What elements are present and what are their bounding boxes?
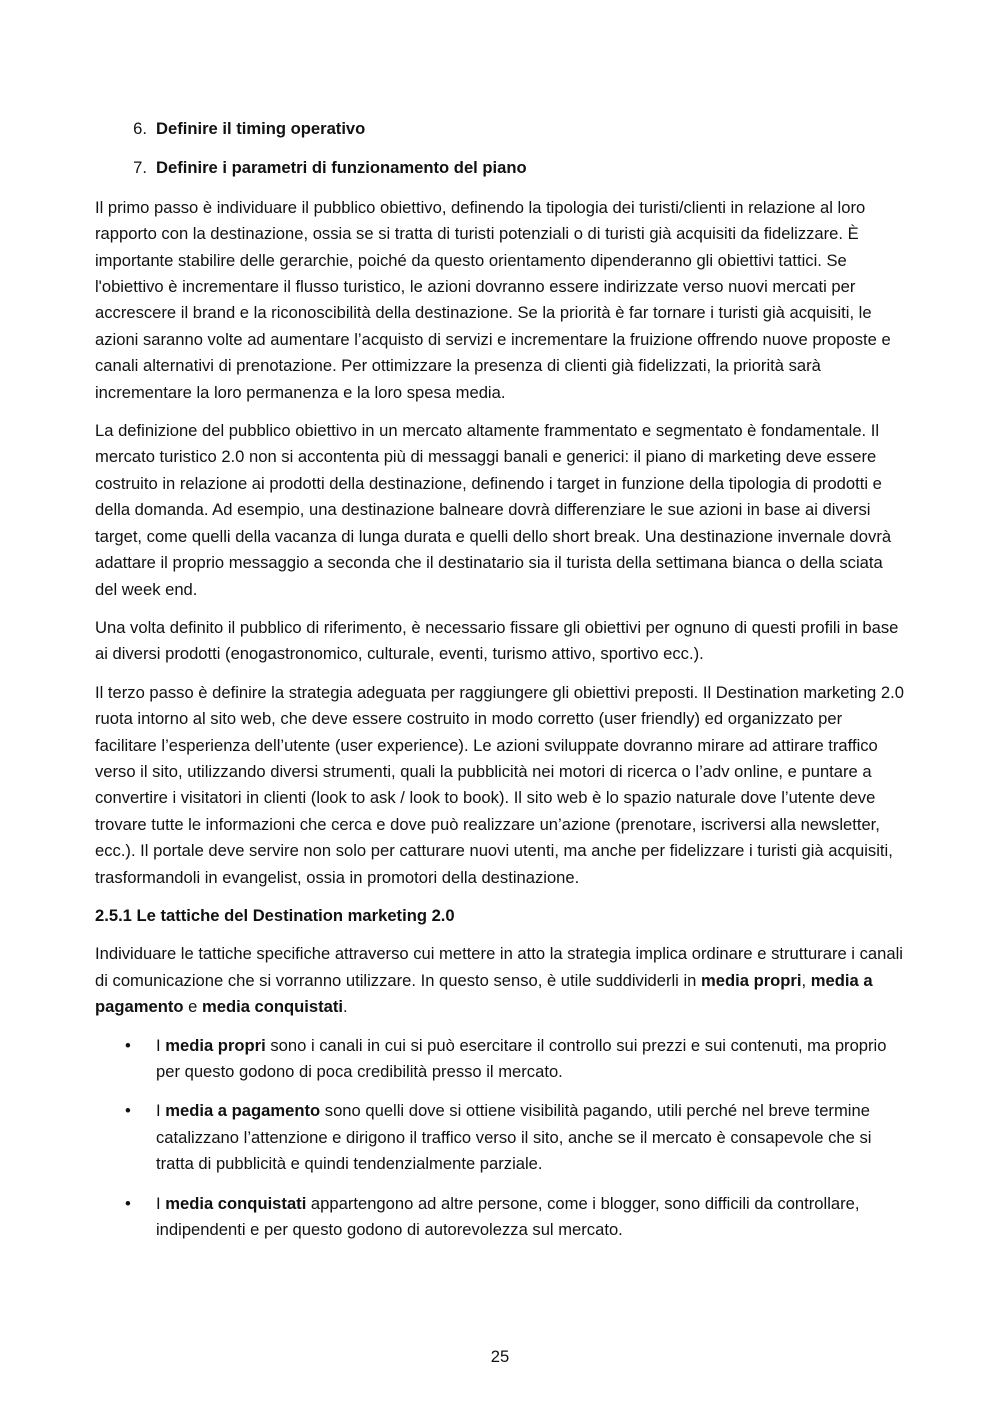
bullet-text — [156, 1098, 907, 1177]
bullet-bold-term: media a pagamento — [165, 1101, 321, 1121]
bullet-item — [95, 1191, 907, 1244]
bullet-item — [95, 1098, 907, 1177]
section-heading: 2.5.1 Le tattiche del Destination marketing 2.0 — [95, 905, 455, 925]
bullet-rest: sono i canali in cui si può esercitare il controllo sui prezzi e sui contenuti, ma proprio per questo godono di poca credibilità presso il mercato. — [156, 1035, 887, 1081]
bullet-marker: • — [125, 1193, 131, 1213]
list-label: Definire il timing operativo — [156, 119, 366, 138]
intro-text: e — [183, 997, 202, 1017]
intro-bold-term: media conquistati — [201, 997, 344, 1017]
paragraph: La definizione del pubblico obiettivo in un mercato altamente frammentato e segmentato è fondamentale. Il mercato turistico 2.0 non si accontenta più di messaggi banali e generici: il piano di marketing deve essere costruito in relazione ai prodotti della destinazione, definendo i target in funzione della tipologia di prodotti e della domanda. Ad esempio, una destinazione balneare dovrà differenziare le sue azioni in base ai diversi target, come quelli della vacanza di lunga durata e quelli dello short break. Una destinazione invernale dovrà adattare il proprio messaggio a seconda che il destinatario sia il turista della settimana bianca o della sciata del week end. — [95, 421, 892, 599]
list-number: 7. — [133, 158, 147, 178]
bullet-rest: sono quelli dove si ottiene visibilità pagando, utili perché nel breve termine catalizzano l’attenzione e dirigono il traffico verso il sito, anche se il mercato è consapevole che si tratta di pubblicità e quindi tendenzialmente parziale. — [156, 1101, 872, 1174]
list-number: 6. — [133, 119, 147, 138]
numbered-list — [95, 116, 907, 182]
list-label: Definire i parametri di funzionamento del piano — [156, 158, 527, 178]
document-page — [95, 116, 907, 1256]
bullet-text — [156, 1033, 907, 1086]
intro-bold-term: media propri — [701, 970, 802, 990]
intro-text: . — [343, 997, 348, 1017]
bullet-item — [95, 1033, 907, 1086]
list-item — [95, 116, 907, 142]
bullet-lead: I — [156, 1193, 166, 1213]
page-number: 25 — [490, 1347, 510, 1366]
bullet-text — [156, 1191, 907, 1244]
paragraph: Una volta definito il pubblico di riferimento, è necessario fissare gli obiettivi per ognuno di questi profili in base ai diversi prodotti (enogastronomico, culturale, eventi, turismo attivo, sportivo ecc.). — [95, 617, 899, 664]
list-item — [95, 155, 907, 181]
paragraph: Il terzo passo è definire la strategia adeguata per raggiungere gli obiettivi preposti. Il Destination marketing 2.0 ruota intorno al sito web, che deve essere costruito in modo corretto (user friendly) ed organizzato per facilitare l’esperienza dell’utente (user experience). Le azioni sviluppate dovranno mirare ad attirare traffico verso il sito, utilizzando diversi strumenti, quali la pubblicità nei motori di ricerca o l’adv online, e puntare a convertire i visitatori in clienti (look to ask / look to book). Il sito web è lo spazio naturale dove l’utente deve trovare tutte le informazioni che cerca e dove può realizzare un’azione (prenotare, iscriversi alla newsletter, ecc.). Il portale deve servire non solo per catturare nuovi utenti, ma anche per fidelizzare i turisti già acquisiti, trasformandoli in evangelist, ossia in promotori della destinazione. — [95, 682, 904, 887]
bullet-marker: • — [125, 1035, 131, 1055]
intro-bold-term: media a pagamento — [95, 970, 873, 1017]
bullet-lead: I — [156, 1035, 166, 1055]
bullet-bold-term: media propri — [165, 1035, 266, 1055]
intro-text: , — [801, 970, 811, 990]
paragraph: Il primo passo è individuare il pubblico obiettivo, definendo la tipologia dei turisti/clienti in relazione al loro rapporto con la destinazione, ossia se si tratta di turisti potenziali o di turisti già acquisiti da fidelizzare. È importante stabilire delle gerarchie, poiché da questo orientamento dipenderanno gli obiettivi tattici. Se l'obiettivo è incrementare il flusso turistico, le azioni dovranno essere indirizzate verso nuovi mercati per accrescere il brand e la riconoscibilità della destinazione. Se la priorità è far tornare i turisti già acquisiti, le azioni saranno volte ad aumentare l’acquisto di servizi e incrementare la fruizione offrendo nuove proposte e canali alternativi di prenotazione. Per ottimizzare la presenza di clienti già fidelizzati, la priorità sarà incrementare la loro permanenza e la loro spesa media. — [95, 197, 891, 402]
bullet-marker: • — [125, 1101, 131, 1121]
bullet-rest: appartengono ad altre persone, come i blogger, sono difficili da controllare, indipendenti e per questo godono di autorevolezza sul mercato. — [156, 1193, 860, 1240]
bullet-list — [95, 1033, 907, 1244]
intro-text: Individuare le tattiche specifiche attraverso cui mettere in atto la strategia implica ordinare e strutturare i canali di comunicazione che si vorranno utilizzare. In questo senso, è utile suddividerli in — [95, 944, 903, 990]
bullet-lead: I — [156, 1101, 166, 1121]
bullet-bold-term: media conquistati — [165, 1193, 307, 1213]
intro-paragraph — [95, 941, 907, 1020]
